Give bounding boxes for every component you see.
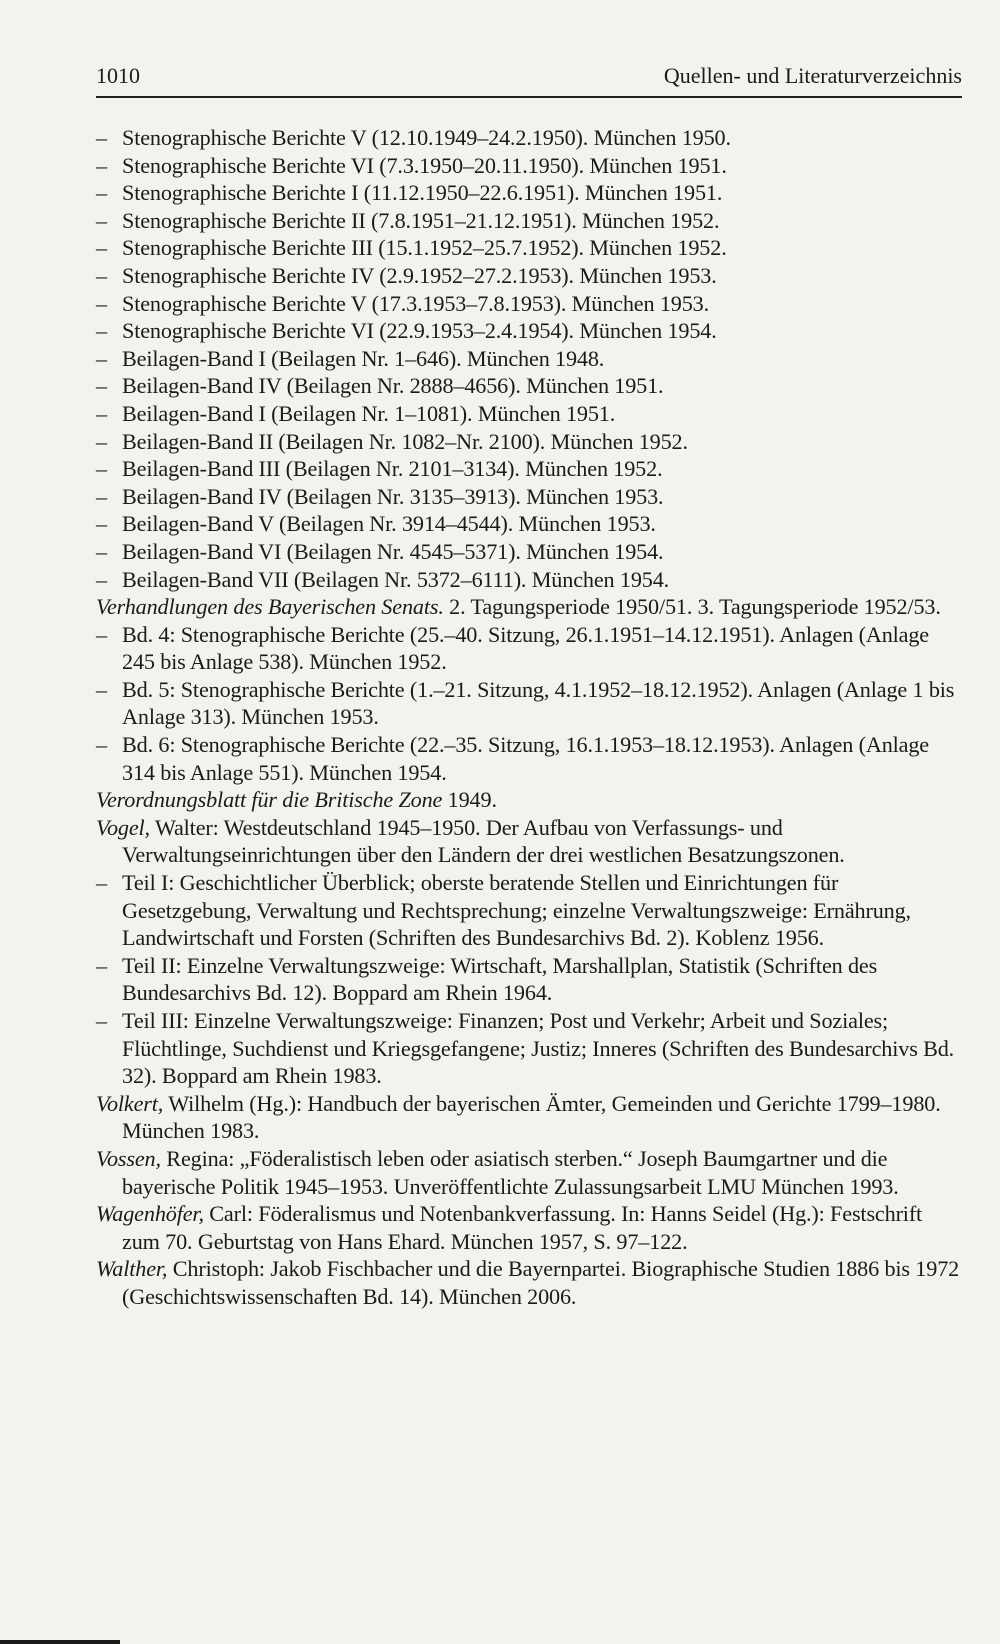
list-item: – Beilagen-Band V (Beilagen Nr. 3914–4544). München 1953.	[96, 511, 656, 537]
bib-entry-wagenhoefer: Wagenhöfer, Carl: Föderalismus und Notenbankverfassung. In: Hanns Seidel (Hg.): Festschrift zum 70. Geburtstag von Hans Ehard. München 1957, S. 97–122.	[96, 1201, 923, 1254]
entry-title: Verordnungsblatt für die Britische Zone	[96, 787, 443, 813]
entry-author: Vogel,	[96, 814, 150, 840]
scan-edge-mark	[0, 1640, 120, 1644]
list-item: – Beilagen-Band VII (Beilagen Nr. 5372–6111). München 1954.	[96, 566, 670, 592]
list-item: – Beilagen-Band IV (Beilagen Nr. 2888–4656). München 1951.	[96, 373, 664, 399]
list-item: – Beilagen-Band III (Beilagen Nr. 2101–3134). München 1952.	[96, 456, 663, 482]
list-item: – Stenographische Berichte III (15.1.1952–25.7.1952). München 1952.	[96, 235, 727, 261]
list-item: – Stenographische Berichte II (7.8.1951–21.12.1951). München 1952.	[96, 207, 720, 233]
bib-entry-vogel: Vogel, Walter: Westdeutschland 1945–1950. Der Aufbau von Verfassungs- und Verwaltungseinrichtungen über den Ländern der drei westlichen Besatzungszonen.	[96, 814, 845, 868]
bibliography-body	[96, 124, 962, 1311]
bib-entry-volkert: Volkert, Wilhelm (Hg.): Handbuch der bayerischen Ämter, Gemeinden und Gerichte 1799–1980. München 1983.	[96, 1090, 941, 1144]
list-item: – Beilagen-Band VI (Beilagen Nr. 4545–5371). München 1954.	[96, 538, 664, 564]
entry-author: Volkert,	[96, 1090, 164, 1116]
list-item: – Bd. 6: Stenographische Berichte (22.–35. Sitzung, 16.1.1953–18.12.1953). Anlagen (Anlage 314 bis Anlage 551). München 1954.	[96, 732, 929, 785]
bib-entry-verordnungsblatt: Verordnungsblatt für die Britische Zone 1949.	[96, 787, 497, 813]
running-title: Quellen- und Literaturverzeichnis	[663, 63, 962, 88]
list-item: – Stenographische Berichte V (12.10.1949–24.2.1950). München 1950.	[96, 125, 731, 150]
list-item: – Stenographische Berichte V (17.3.1953–7.8.1953). München 1953.	[96, 290, 709, 316]
list-item: – Teil I: Geschichtlicher Überblick; oberste beratende Stellen und Einrichtungen für Gesetzgebung, Verwaltung und Rechtsprechung; einzelne Verwaltungszweige: Ernährung, Landwirtschaft und Forsten (Schriften des Bundesarchivs Bd. 2). Koblenz 1956.	[96, 870, 911, 951]
list-item: – Beilagen-Band I (Beilagen Nr. 1–1081). München 1951.	[96, 400, 616, 426]
page-header	[96, 62, 962, 98]
list-item: – Bd. 5: Stenographische Berichte (1.–21. Sitzung, 4.1.1952–18.12.1952). Anlagen (Anlage 1 bis Anlage 313). München 1953.	[96, 676, 955, 730]
page-number: 1010	[96, 63, 140, 88]
list-item: – Teil II: Einzelne Verwaltungszweige: Wirtschaft, Marshallplan, Statistik (Schriften des Bundesarchivs Bd. 12). Boppard am Rhein 1964.	[96, 952, 878, 1006]
list-item: – Beilagen-Band IV (Beilagen Nr. 3135–3913). München 1953.	[96, 483, 664, 509]
entry-title: Verhandlungen des Bayerischen Senats.	[96, 594, 444, 620]
list-item: – Bd. 4: Stenographische Berichte (25.–40. Sitzung, 26.1.1951–14.12.1951). Anlagen (Anlage 245 bis Anlage 538). München 1952.	[96, 621, 929, 675]
list-item: – Stenographische Berichte VI (7.3.1950–20.11.1950). München 1951.	[96, 152, 727, 178]
list-item: – Beilagen-Band II (Beilagen Nr. 1082–Nr. 2100). München 1952.	[96, 428, 688, 454]
list-item: – Stenographische Berichte I (11.12.1950–22.6.1951). München 1951.	[96, 180, 723, 206]
entry-author: Wagenhöfer,	[96, 1201, 204, 1227]
list-item: – Stenographische Berichte VI (22.9.1953–2.4.1954). München 1954.	[96, 318, 717, 344]
entry-author: Vossen,	[96, 1145, 161, 1171]
list-item: – Teil III: Einzelne Verwaltungszweige: Finanzen; Post und Verkehr; Arbeit und Soziales; Flüchtlinge, Suchdienst und Kriegsgefangene; Justiz; Inneres (Schriften des Bundesarchivs Bd. 32). Boppard am Rhein 1983.	[96, 1008, 955, 1089]
entry-author: Walther,	[96, 1256, 168, 1282]
list-item: – Stenographische Berichte IV (2.9.1952–27.2.1953). München 1953.	[96, 262, 717, 288]
bib-entry-vossen: Vossen, Regina: „Föderalistisch leben oder asiatisch sterben.“ Joseph Baumgartner und die bayerische Politik 1945–1953. Unveröffentlichte Zulassungsarbeit LMU München 1993.	[96, 1145, 899, 1199]
bib-entry-walther: Walther, Christoph: Jakob Fischbacher und die Bayernpartei. Biographische Studien 1886 bis 1972 (Geschichtswissenschaften Bd. 14). München 2006.	[96, 1256, 960, 1309]
list-item: – Beilagen-Band I (Beilagen Nr. 1–646). München 1948.	[96, 345, 605, 371]
bib-entry-senat: Verhandlungen des Bayerischen Senats. 2. Tagungsperiode 1950/51. 3. Tagungsperiode 1952/53.	[96, 594, 941, 620]
